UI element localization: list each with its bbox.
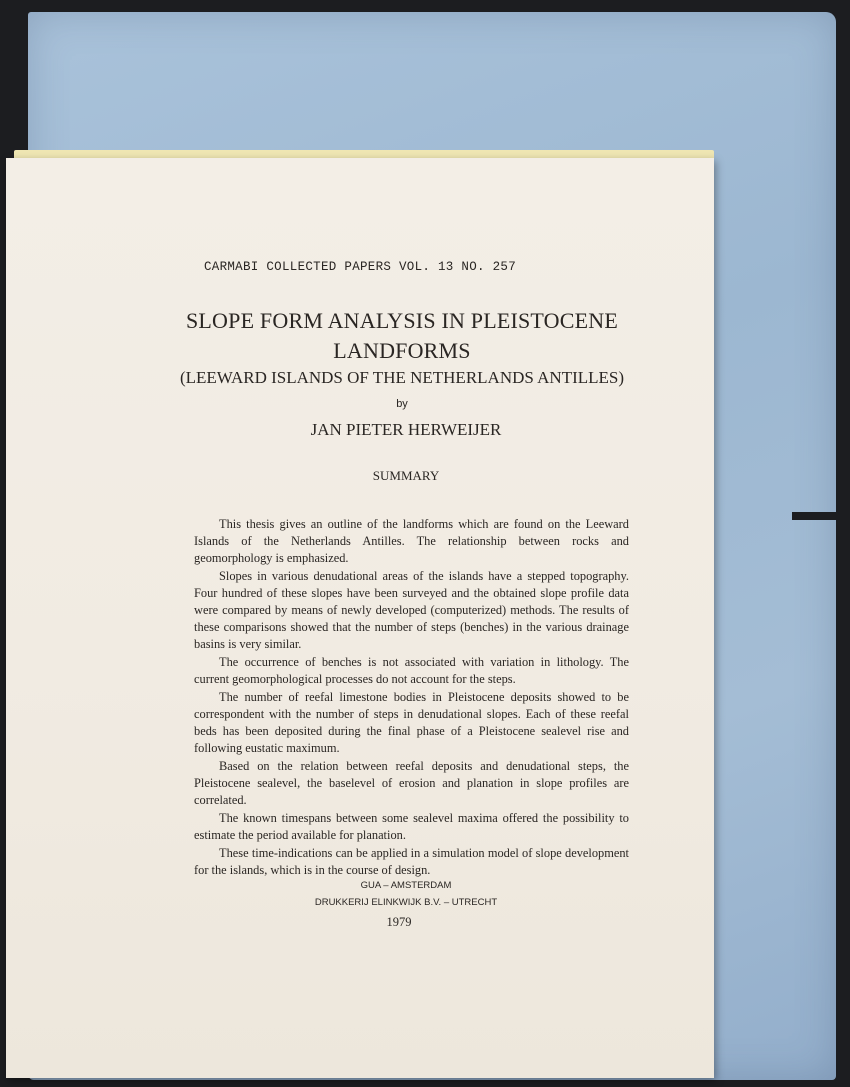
title-line-2: LANDFORMS — [333, 338, 471, 363]
summary-heading: SUMMARY — [372, 468, 440, 483]
summary-paragraph: The occurrence of benches is not associated with variation in lithology. The current geomorphological processes do not account for the steps. — [194, 655, 629, 686]
summary-paragraph: This thesis gives an outline of the landforms which are found on the Leeward Islands of the Netherlands Antilles. The relationship between rocks and geomorphology is emphasized. — [194, 517, 629, 565]
publisher-line-1: GUA – AMSTERDAM — [360, 880, 452, 891]
summary-body — [194, 516, 629, 880]
document-subtitle: (LEEWARD ISLANDS OF THE NETHERLANDS ANTILLES) — [179, 368, 625, 387]
series-line: CARMABI COLLECTED PAPERS VOL. 13 NO. 257 — [203, 260, 517, 274]
author-name: JAN PIETER HERWEIJER — [310, 420, 502, 439]
publisher-line-2: DRUKKERIJ ELINKWIJK B.V. – UTRECHT — [314, 897, 498, 908]
document-page — [6, 158, 714, 1078]
publication-year: 1979 — [386, 915, 412, 929]
document-title — [6, 306, 798, 366]
title-line-1: SLOPE FORM ANALYSIS IN PLEISTOCENE — [185, 308, 619, 333]
summary-paragraph: The number of reefal limestone bodies in Pleistocene deposits showed to be correspondent with the number of steps in denudational slopes. Each of these reefal beds has been deposited during the final phase of a Pleistocene sealevel rise and following eustatic maximum. — [194, 690, 629, 755]
by-line: by — [396, 398, 408, 410]
blue-sheet-tear — [792, 512, 850, 520]
summary-paragraph: Based on the relation between reefal deposits and denudational steps, the Pleistocene sealevel, the baselevel of erosion and planation in slope profiles are correlated. — [194, 759, 629, 807]
summary-paragraph: Slopes in various denudational areas of the islands have a stepped topography. Four hundred of these slopes have been surveyed and the obtained slope profile data were compared by means of newly developed (computerized) methods. The results of these comparisons showed that the number of steps (benches) in the various drainage basins is very similar. — [194, 569, 629, 651]
summary-paragraph: These time-indications can be applied in a simulation model of slope development for the islands, which is in the course of design. — [194, 846, 629, 877]
publisher-block — [6, 877, 806, 911]
summary-paragraph: The known timespans between some sealevel maxima offered the possibility to estimate the period available for planation. — [194, 811, 629, 842]
